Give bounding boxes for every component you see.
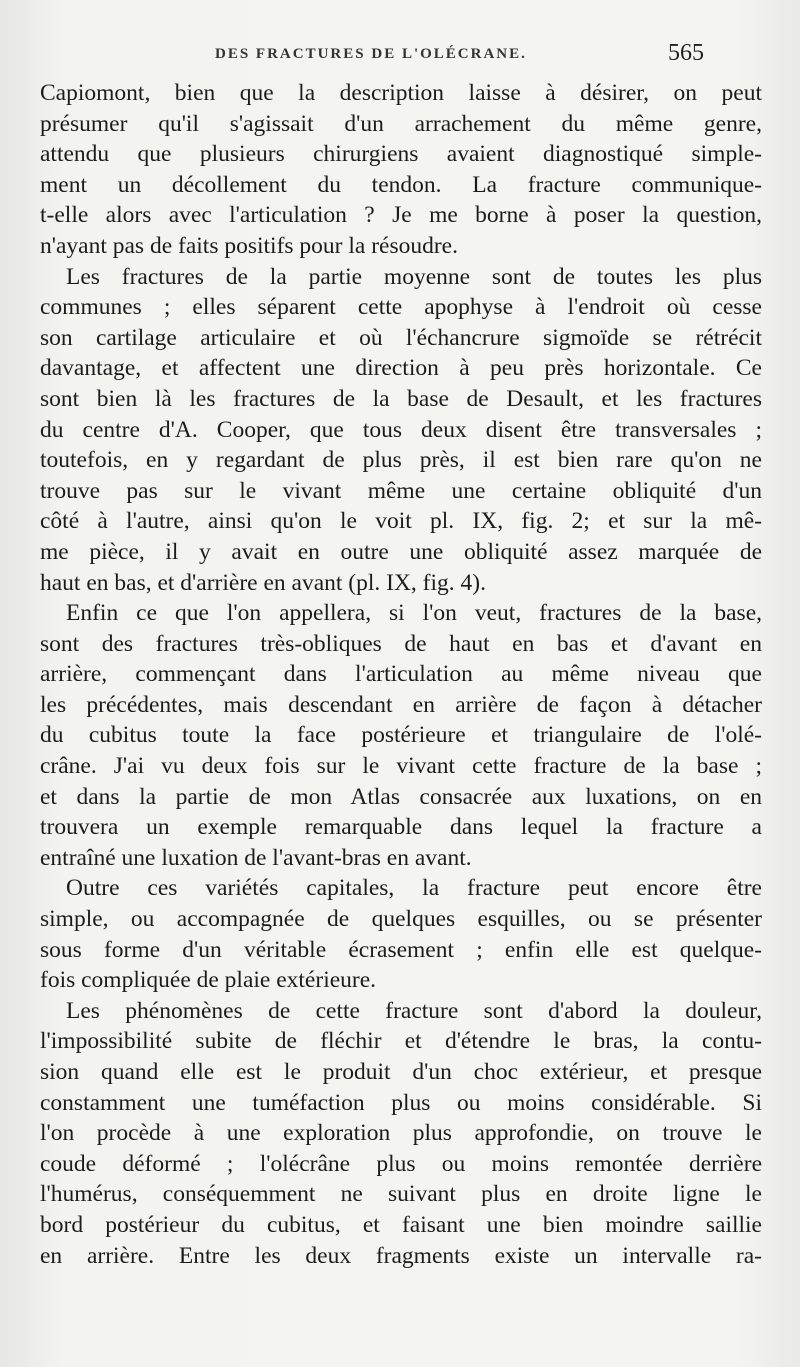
text-line: Les fractures de la partie moyenne sont de toutes les plus xyxy=(66,263,762,290)
text-line: coude déformé ; l'olécrâne plus ou moins remontée derrière xyxy=(40,1150,762,1177)
text-line: sont des fractures très-obliques de haut en bas et d'avant en xyxy=(40,630,762,657)
text-line: trouvera un exemple remarquable dans lequel la fracture a xyxy=(40,814,762,841)
text-line: côté à l'autre, ainsi qu'on le voit pl. IX, fig. 2; et sur la mê- xyxy=(40,508,762,535)
text-line: attendu que plusieurs chirurgiens avaient diagnostiqué simple- xyxy=(40,141,762,168)
text-line: l'humérus, conséquemment ne suivant plus en droite ligne le xyxy=(40,1181,762,1208)
text-line: constamment une tuméfaction plus ou moins considérable. Si xyxy=(40,1089,762,1116)
text-line: du centre d'A. Cooper, que tous deux disent être transversales ; xyxy=(40,416,762,443)
text-line: Les phénomènes de cette fracture sont d'abord la douleur, xyxy=(66,997,762,1024)
page-header xyxy=(0,40,800,74)
text-line: ment un décollement du tendon. La fracture communique- xyxy=(40,171,762,198)
text-line: l'on procède à une exploration plus approfondie, on trouve le xyxy=(40,1120,762,1147)
text-line: simple, ou accompagnée de quelques esquilles, ou se présenter xyxy=(40,906,762,933)
text-line: crâne. J'ai vu deux fois sur le vivant cette fracture de la base ; xyxy=(40,753,762,780)
text-line: Capiomont, bien que la description laisse à désirer, on peut xyxy=(40,80,762,106)
text-line: Enfin ce que l'on appellera, si l'on veut, fractures de la base, xyxy=(66,600,762,627)
text-line: arrière, commençant dans l'articulation au même niveau que xyxy=(40,661,762,688)
text-line: bord postérieur du cubitus, et faisant une bien moindre saillie xyxy=(40,1211,762,1238)
text-line: sont bien là les fractures de la base de Desault, et les fractures xyxy=(40,385,762,412)
text-line: Outre ces variétés capitales, la fracture peut encore être xyxy=(66,875,762,902)
text-line: communes ; elles séparent cette apophyse à l'endroit où cesse xyxy=(40,294,762,321)
text-line: et dans la partie de mon Atlas consacrée aux luxations, on en xyxy=(40,783,762,810)
text-line: davantage, et affectent une direction à peu près horizontale. Ce xyxy=(40,355,762,382)
text-line: les précédentes, mais descendant en arrière de façon à détacher xyxy=(40,691,762,718)
text-line: trouve pas sur le vivant même une certaine obliquité d'un xyxy=(40,477,762,504)
text-line: en arrière. Entre les deux fragments existe un intervalle ra- xyxy=(40,1242,762,1269)
running-title: DES FRACTURES DE L'OLÉCRANE. xyxy=(215,46,527,62)
text-line: l'impossibilité subite de fléchir et d'étendre le bras, la contu- xyxy=(40,1028,762,1055)
text-line: toutefois, en y regardant de plus près, il est bien rare qu'on ne xyxy=(40,447,762,474)
text-line: fois compliquée de plaie extérieure. xyxy=(40,967,377,994)
text-line: du cubitus toute la face postérieure et triangulaire de l'olé- xyxy=(40,722,762,749)
text-line: n'ayant pas de faits positifs pour la résoudre. xyxy=(40,232,458,259)
text-line: haut en bas, et d'arrière en avant (pl. IX, fig. 4). xyxy=(40,569,486,596)
text-line: me pièce, il y avait en outre une obliquité assez marquée de xyxy=(40,538,762,565)
body-text xyxy=(40,78,762,1271)
text-line: présumer qu'il s'agissait d'un arrachement du même genre, xyxy=(40,110,762,137)
page-number: 565 xyxy=(668,40,704,66)
text-line: sion quand elle est le produit d'un choc extérieur, et presque xyxy=(40,1059,762,1085)
text-line: t-elle alors avec l'articulation ? Je me borne à poser la question, xyxy=(40,202,762,229)
text-line: entraîné une luxation de l'avant-bras en avant. xyxy=(40,844,472,871)
text-line: sous forme d'un véritable écrasement ; enfin elle est quelque- xyxy=(40,936,762,963)
text-line: son cartilage articulaire et où l'échancrure sigmoïde se rétrécit xyxy=(40,324,762,351)
